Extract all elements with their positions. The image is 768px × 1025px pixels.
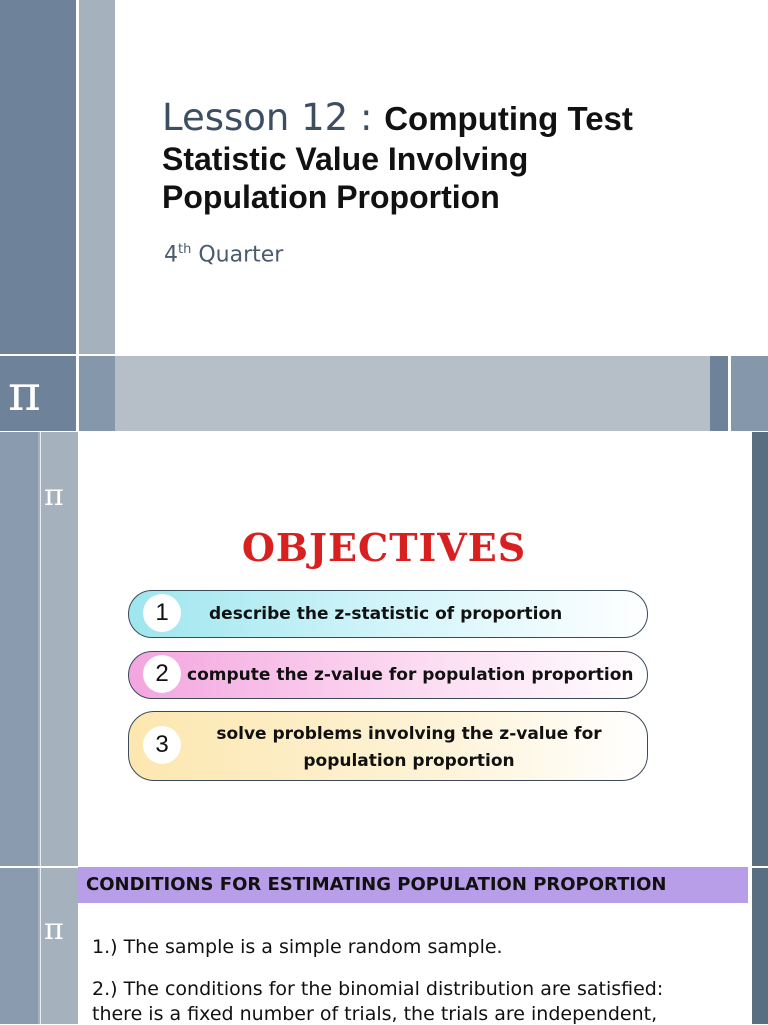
quarter-word: Quarter — [191, 242, 284, 268]
slide2-right-bar — [752, 432, 768, 868]
band-light — [115, 355, 710, 432]
objective-item — [128, 590, 648, 638]
band-mid — [79, 355, 115, 432]
quarter-suffix: th — [178, 242, 192, 257]
band-right-mid — [731, 355, 768, 432]
condition-item-2-line2: there is a fixed number of trials, the trials are independent, — [92, 1003, 658, 1025]
objective-item — [128, 711, 648, 781]
sidebar-band-dark — [0, 0, 76, 355]
objective-item — [128, 651, 648, 699]
lesson-subtitle: Statistic Value Involving Population Proportion — [162, 141, 529, 215]
divider-line — [0, 354, 768, 356]
lesson-title — [162, 96, 633, 139]
objective-number: 3 — [143, 726, 181, 764]
objective-text-line2: population proportion — [303, 751, 515, 771]
objective-text-line1: solve problems involving the z-value for — [216, 724, 602, 744]
slide2-sidebar-line — [40, 432, 41, 868]
quarter-number: 4 — [164, 242, 178, 268]
slide2-sidebar-dark — [0, 432, 38, 868]
objective-number: 1 — [143, 594, 181, 632]
objective-text: describe the z-statistic of proportion — [209, 604, 563, 624]
conditions-heading: CONDITIONS FOR ESTIMATING POPULATION PROPORTION — [86, 874, 667, 895]
divider-line — [0, 431, 768, 433]
objective-number: 2 — [143, 655, 181, 693]
objective-text: compute the z-value for population proportion — [187, 665, 634, 685]
band-right-dark — [710, 355, 728, 432]
condition-item-1: 1.) The sample is a simple random sample. — [92, 936, 503, 958]
slide3-right-bar — [752, 868, 768, 1024]
pi-icon: π — [44, 478, 64, 513]
condition-item-2-line1: 2.) The conditions for the binomial distribution are satisfied: — [92, 978, 664, 1000]
objectives-title: OBJECTIVES — [241, 525, 527, 570]
lesson-title-bold: Computing Test — [384, 100, 633, 137]
sidebar-band-light — [79, 0, 115, 355]
quarter-label — [164, 242, 283, 267]
slide3-sidebar-dark — [0, 868, 38, 1024]
slide3-sidebar-line — [40, 868, 41, 1024]
pi-icon: π — [44, 912, 64, 947]
pi-icon: π — [8, 364, 41, 422]
lesson-prefix: Lesson 12 : — [162, 96, 385, 139]
